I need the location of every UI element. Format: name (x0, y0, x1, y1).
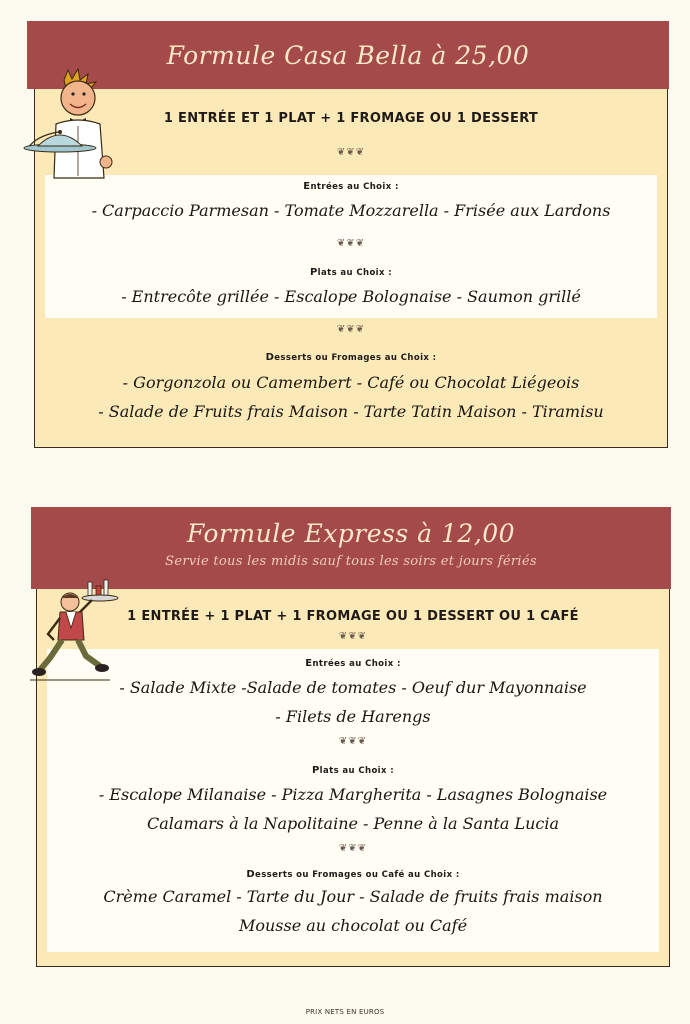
starters-list: - Carpaccio Parmesan - Tomate Mozzarella - Frisée aux Lardons (91, 201, 611, 220)
formula-title: Formule Casa Bella à 25,00 (166, 41, 530, 70)
menu-card-express (36, 508, 670, 967)
title-banner (31, 507, 671, 589)
ornament-divider: ❦❦❦ (336, 324, 366, 335)
mains-list: - Entrecôte grillée - Escalope Bolognaise - Saumon grillé (121, 287, 581, 306)
starters-list-line-2: - Filets de Harengs (275, 707, 431, 726)
section-label-desserts: Desserts ou Fromages au Choix : (265, 352, 437, 363)
section-label-starters: Entrées au Choix : (303, 181, 399, 192)
ornament-divider: ❦❦❦ (336, 238, 366, 249)
ornament-divider: ❦❦❦ (338, 736, 368, 747)
formula-headline: 1 ENTRÉE + 1 PLAT + 1 FROMAGE OU 1 DESSERT OU 1 CAFÉ (127, 609, 579, 624)
desserts-list-line-2: - Salade de Fruits frais Maison - Tarte Tatin Maison - Tiramisu (98, 402, 604, 421)
section-label-desserts: Desserts ou Fromages ou Café au Choix : (246, 869, 460, 880)
section-label-mains: Plats au Choix : (309, 267, 393, 278)
section-label-mains: Plats au Choix : (311, 765, 395, 776)
menu-card-casa-bella (34, 22, 668, 448)
ornament-divider: ❦❦❦ (336, 147, 366, 158)
desserts-list-line-1: Crème Caramel - Tarte du Jour - Salade de fruits frais maison (103, 887, 603, 906)
ornament-divider: ❦❦❦ (338, 843, 368, 854)
starters-list-line-1: - Salade Mixte -Salade de tomates - Oeuf dur Mayonnaise (119, 678, 587, 697)
ornament-divider: ❦❦❦ (338, 631, 368, 642)
running-waiter-icon (30, 578, 126, 686)
desserts-list-line-1: - Gorgonzola ou Camembert - Café ou Chocolat Liégeois (122, 373, 580, 392)
desserts-list-line-2: Mousse au chocolat ou Café (238, 916, 468, 935)
formula-title: Formule Express à 12,00 (186, 519, 516, 548)
title-banner (27, 21, 669, 89)
formula-subtitle: Servie tous les midis sauf tous les soirs et jours fériés (165, 554, 537, 569)
mains-list-line-1: - Escalope Milanaise - Pizza Margherita - Lasagnes Bolognaise (98, 785, 608, 804)
formula-headline: 1 ENTRÉE ET 1 PLAT + 1 FROMAGE OU 1 DESSERT (163, 111, 539, 126)
price-note: PRIX NETS EN EUROS (305, 1008, 385, 1016)
waiter-mascot-icon (16, 66, 116, 184)
section-label-starters: Entrées au Choix : (305, 658, 401, 669)
mains-list-line-2: Calamars à la Napolitaine - Penne à la Santa Lucia (147, 814, 559, 833)
